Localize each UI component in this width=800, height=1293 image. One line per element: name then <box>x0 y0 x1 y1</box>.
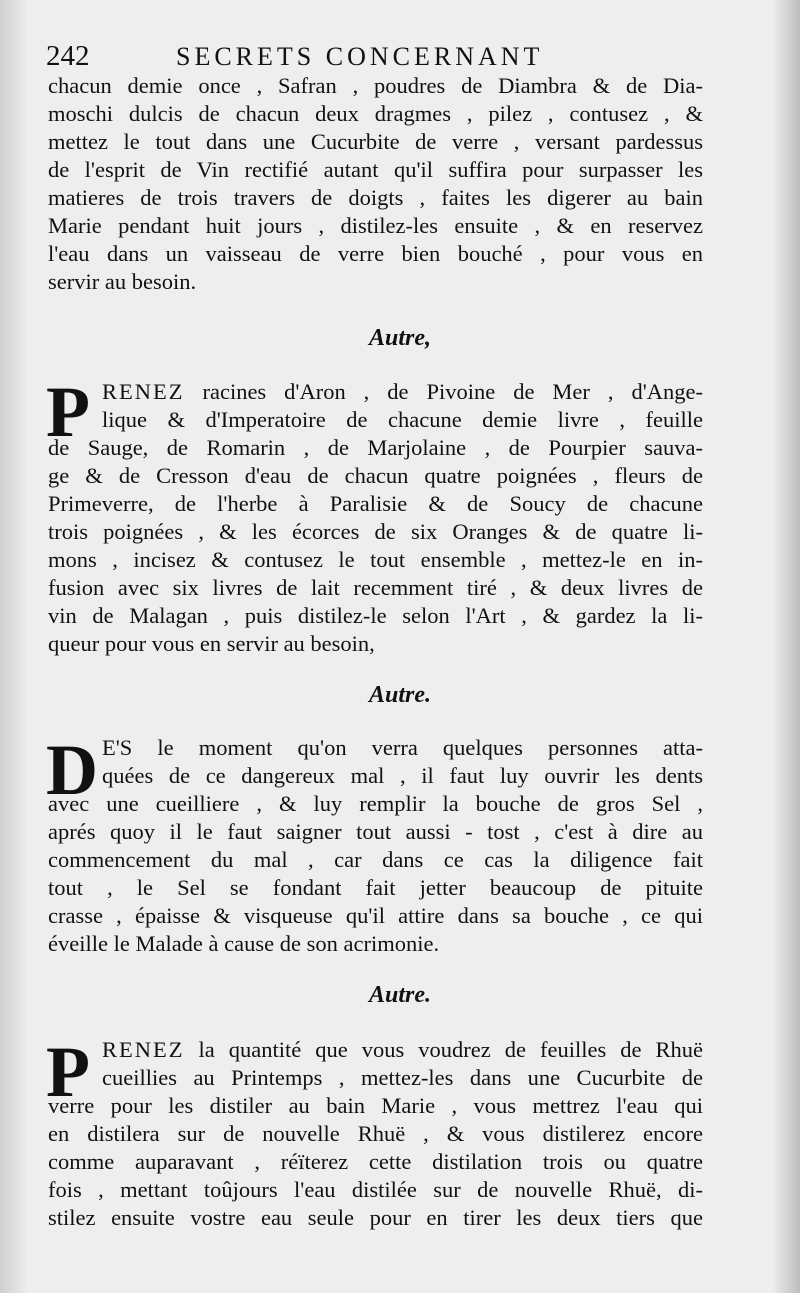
first-word: RENEZ <box>102 1037 185 1062</box>
text-line: de Sauge, de Romarin , de Marjolaine , de Pourpier sauva- <box>48 435 703 460</box>
drop-cap: P <box>46 1032 90 1112</box>
text-line: verre pour les distiler au bain Marie , vous mettrez l'eau qui <box>48 1093 703 1118</box>
text-line: moschi dulcis de chacun deux dragmes , pilez , contusez , & <box>48 101 703 126</box>
text-line-rest: le moment qu'on verra quelques personnes atta- <box>132 735 703 760</box>
text-line: crasse , épaisse & visqueuse qu'il attire dans sa bouche , ce qui <box>48 903 703 928</box>
text-line <box>102 378 703 406</box>
text-line: mettez le tout dans une Cucurbite de verre , versant pardessus <box>48 129 703 154</box>
text-line: ge & de Cresson d'eau de chacun quatre poignées , fleurs de <box>48 463 703 488</box>
text-line <box>102 1036 703 1064</box>
text-line: l'eau dans un vaisseau de verre bien bouché , pour vous en <box>48 241 703 266</box>
text-line: éveille le Malade à cause de son acrimonie. <box>48 931 440 956</box>
section-heading: Autre. <box>368 982 431 1008</box>
text-line: en distilera sur de nouvelle Rhuë , & vous distilerez encore <box>48 1121 703 1146</box>
text-line: cueillies au Printemps , mettez-les dans une Cucurbite de <box>102 1065 703 1090</box>
text-line: servir au besoin. <box>48 269 197 294</box>
text-line-rest: la quantité que vous voudrez de feuilles de Rhuë <box>184 1037 703 1062</box>
text-line: quées de ce dangereux mal , il faut luy ouvrir les dents <box>102 763 703 788</box>
text-line: matieres de trois travers de doigts , faites les digerer au bain <box>48 185 703 210</box>
text-line: lique & d'Imperatoire de chacune demie livre , feuille <box>102 407 703 432</box>
text-line: mons , incisez & contusez le tout ensemble , mettez-le en in- <box>48 547 703 572</box>
text-line-rest: racines d'Aron , de Pivoine de Mer , d'Ange- <box>184 379 703 404</box>
first-word: RENEZ <box>102 379 185 404</box>
text-line: Marie pendant huit jours , distilez-les ensuite , & en reservez <box>48 213 703 238</box>
text-line: comme auparavant , réïterez cette distilation trois ou quatre <box>48 1149 703 1174</box>
text-line: trois poignées , & les écorces de six Oranges & de quatre li- <box>48 519 703 544</box>
text-line: vin de Malagan , puis distilez-le selon l'Art , & gardez la li- <box>48 603 703 628</box>
page-gutter-shadow <box>0 0 28 1293</box>
drop-cap: P <box>46 372 90 452</box>
text-line: queur pour vous en servir au besoin, <box>48 631 375 656</box>
text-line <box>102 734 703 762</box>
drop-cap: D <box>46 730 98 810</box>
text-line: tout , le Sel se fondant fait jetter beaucoup de pituite <box>48 875 703 900</box>
text-line: commencement du mal , car dans ce cas la diligence fait <box>48 847 703 872</box>
text-line: Primeverre, de l'herbe à Paralisie & de Soucy de chacune <box>48 491 703 516</box>
text-line: aprés quoy il le faut saigner tout aussi - tost , c'est à dire au <box>48 819 703 844</box>
text-line: de l'esprit de Vin rectifié autant qu'il suffira pour surpasser les <box>48 157 703 182</box>
text-line: avec une cueilliere , & luy remplir la bouche de gros Sel , <box>48 791 703 816</box>
text-line: fusion avec six livres de lait recemment tiré , & deux livres de <box>48 575 703 600</box>
text-line: chacun demie once , Safran , poudres de Diambra & de Dia- <box>48 73 703 98</box>
text-line: fois , mettant toûjours l'eau distilée sur de nouvelle Rhuë, di- <box>48 1177 703 1202</box>
page-edge-shadow <box>772 0 800 1293</box>
running-head: SECRETS CONCERNANT <box>176 42 544 71</box>
page-number: 242 <box>46 40 90 72</box>
first-word: E'S <box>102 735 133 760</box>
section-heading: Autre, <box>368 325 431 351</box>
text-line: stilez ensuite vostre eau seule pour en tirer les deux tiers que <box>48 1205 703 1230</box>
section-heading: Autre. <box>368 682 431 708</box>
